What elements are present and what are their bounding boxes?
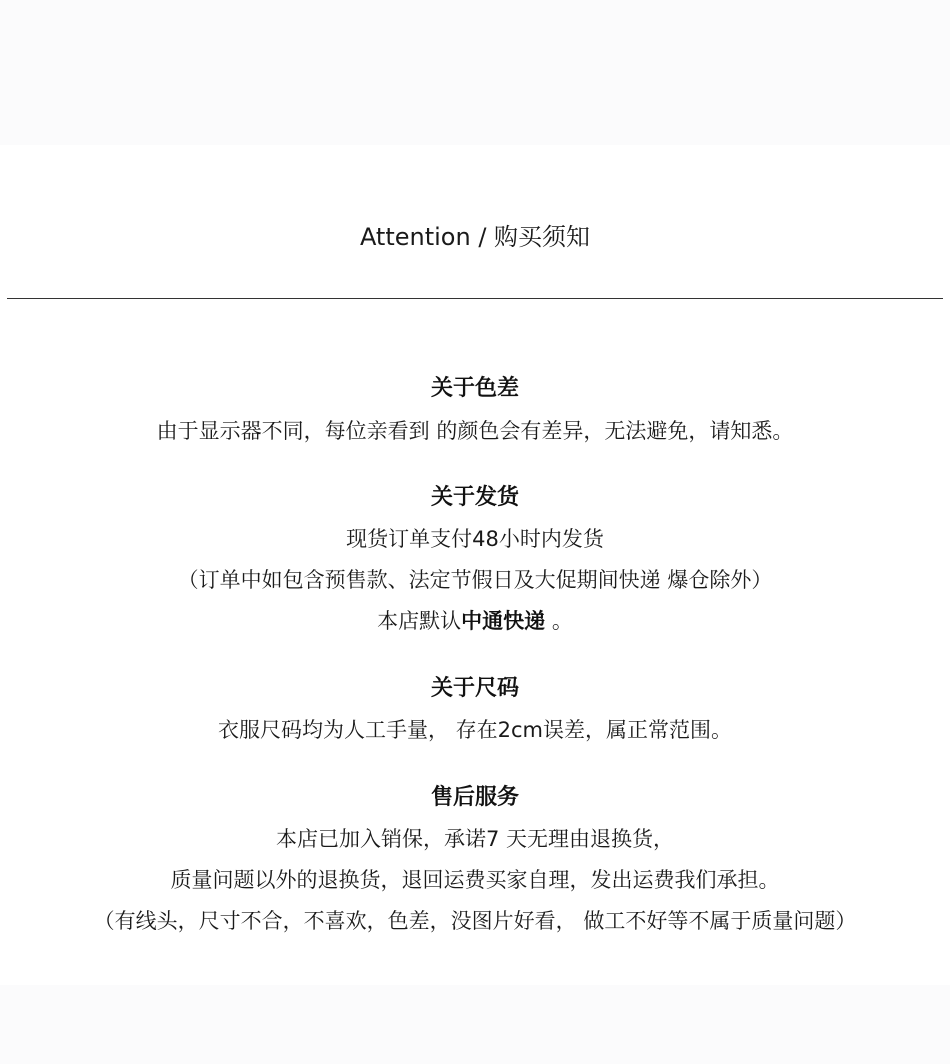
courier-suffix: 。 <box>545 609 573 633</box>
top-banner-band <box>0 0 950 145</box>
divider <box>7 298 943 299</box>
size-notice-line: 衣服尺码均为人工手量， 存在2cm误差，属正常范围。 <box>217 718 733 742</box>
shipping-line-2: （订单中如包含预售款、法定节假日及大促期间快递 爆仓除外） <box>177 568 773 592</box>
shipping-courier-line <box>0 606 950 636</box>
aftersales-line-1: 本店已加入销保，承诺7 天无理由退换货， <box>275 827 675 851</box>
section-title-shipping: 关于发货 <box>430 485 519 510</box>
section-title-color: 关于色差 <box>430 376 519 401</box>
aftersales-line-3: （有线头，尺寸不合，不喜欢，色差，没图片好看， 做工不好等不属于质量问题） <box>93 909 857 933</box>
courier-name: 中通快递 <box>461 609 546 633</box>
bottom-band <box>0 985 950 1064</box>
aftersales-line-2: 质量问题以外的退换货，退回运费买家自理，发出运费我们承担。 <box>170 868 780 892</box>
shipping-line-1: 现货订单支付48小时内发货 <box>346 527 604 551</box>
section-title-aftersales: 售后服务 <box>430 785 519 810</box>
color-notice-line: 由于显示器不同，每位亲看到 的颜色会有差异，无法避免，请知悉。 <box>156 419 794 443</box>
page-title: Attention / 购买须知 <box>359 223 591 251</box>
courier-prefix: 本店默认 <box>377 609 462 633</box>
section-title-size: 关于尺码 <box>430 676 519 701</box>
